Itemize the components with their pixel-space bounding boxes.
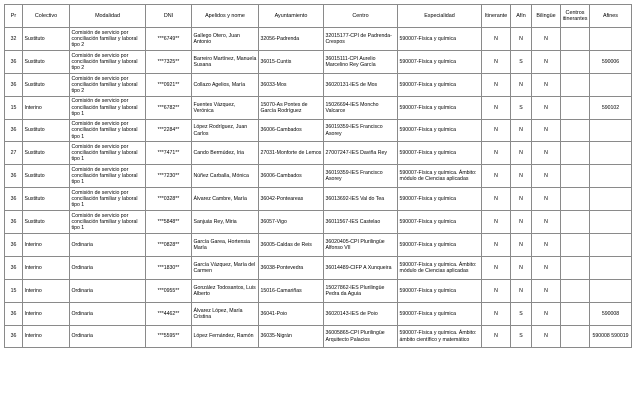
- table-row: [5, 50, 632, 73]
- cell-dni: ***6782**: [146, 96, 192, 119]
- cell-centros-itinerantes: [561, 279, 590, 302]
- cell-nombre: García Vázquez, María del Carmen: [192, 256, 259, 279]
- cell-nombre: Collazo Agelios, María: [192, 73, 259, 96]
- cell-afines: [590, 73, 632, 96]
- cell-afin: S: [511, 325, 532, 348]
- cell-afines: [590, 119, 632, 142]
- cell-dni: ***7325**: [146, 50, 192, 73]
- cell-itinerante: N: [482, 50, 511, 73]
- cell-bilingue: N: [532, 119, 561, 142]
- cell-nombre: Gallego Otero, Juan Antonio: [192, 28, 259, 51]
- cell-ayuntamiento: 36042-Ponteareas: [259, 188, 324, 211]
- cell-dni: ***6749**: [146, 28, 192, 51]
- header-afin: Afín: [511, 5, 532, 28]
- cell-especialidad: 590007-Física y química. Ámbito: módulo de Ciencias aplicadas: [398, 165, 482, 188]
- cell-itinerante: N: [482, 302, 511, 325]
- cell-modalidad: Ordinaria: [70, 302, 146, 325]
- cell-afines: [590, 279, 632, 302]
- cell-dni: ***4462**: [146, 302, 192, 325]
- cell-afines: [590, 165, 632, 188]
- cell-itinerante: N: [482, 256, 511, 279]
- cell-centro: 36019359-IES Francisco Asorey: [324, 119, 398, 142]
- header-pr: Pr: [5, 5, 23, 28]
- cell-centro: 36014489-CIFP A Xunqueira: [324, 256, 398, 279]
- cell-centro: 27007247-IES Daviña Rey: [324, 142, 398, 165]
- table-row: [5, 119, 632, 142]
- cell-colectivo: Interino: [23, 96, 70, 119]
- cell-dni: ***0828**: [146, 234, 192, 257]
- cell-modalidad: Ordinaria: [70, 234, 146, 257]
- cell-pr: 15: [5, 96, 23, 119]
- cell-bilingue: N: [532, 279, 561, 302]
- cell-afines: [590, 188, 632, 211]
- cell-bilingue: N: [532, 234, 561, 257]
- cell-colectivo: Sustituto: [23, 28, 70, 51]
- table-row: [5, 28, 632, 51]
- cell-dni: ***5595**: [146, 325, 192, 348]
- cell-especialidad: 590007-Física y química: [398, 302, 482, 325]
- cell-ayuntamiento: 36006-Cambados: [259, 165, 324, 188]
- cell-nombre: Álvarez López, María Cristina: [192, 302, 259, 325]
- table-header-row: [5, 5, 632, 28]
- cell-dni: ***2284**: [146, 119, 192, 142]
- header-ayuntamiento: Ayuntamiento: [259, 5, 324, 28]
- cell-afin: N: [511, 119, 532, 142]
- cell-pr: 27: [5, 142, 23, 165]
- cell-afines: 590008: [590, 302, 632, 325]
- cell-colectivo: Sustituto: [23, 50, 70, 73]
- cell-centro: 15026694-IES Moncho Valcarce: [324, 96, 398, 119]
- table-row: [5, 96, 632, 119]
- header-especialidad: Especialidad: [398, 5, 482, 28]
- header-nombre: Apelidos y nome: [192, 5, 259, 28]
- cell-ayuntamiento: 36015-Cuntis: [259, 50, 324, 73]
- table-row: [5, 234, 632, 257]
- cell-bilingue: N: [532, 165, 561, 188]
- cell-ayuntamiento: 32056-Padrenda: [259, 28, 324, 51]
- assignments-table: [4, 4, 632, 348]
- cell-bilingue: N: [532, 325, 561, 348]
- cell-pr: 36: [5, 188, 23, 211]
- cell-itinerante: N: [482, 73, 511, 96]
- cell-afin: N: [511, 279, 532, 302]
- cell-especialidad: 590007-Física y química: [398, 119, 482, 142]
- cell-ayuntamiento: 27031-Monforte de Lemos: [259, 142, 324, 165]
- cell-nombre: Cando Bermúdez, Iria: [192, 142, 259, 165]
- cell-itinerante: N: [482, 234, 511, 257]
- cell-especialidad: 590007-Física y química: [398, 96, 482, 119]
- cell-colectivo: Sustituto: [23, 119, 70, 142]
- cell-nombre: Fuentes Vázquez, Verónica: [192, 96, 259, 119]
- cell-afin: N: [511, 28, 532, 51]
- cell-nombre: Barreiro Martínez, Manuela Susana: [192, 50, 259, 73]
- cell-itinerante: N: [482, 211, 511, 234]
- cell-centros-itinerantes: [561, 165, 590, 188]
- cell-pr: 36: [5, 119, 23, 142]
- cell-pr: 36: [5, 234, 23, 257]
- cell-afin: N: [511, 165, 532, 188]
- cell-afines: 590006: [590, 50, 632, 73]
- cell-afines: 590008 590019: [590, 325, 632, 348]
- document-page: [4, 4, 629, 408]
- cell-afin: N: [511, 234, 532, 257]
- cell-pr: 15: [5, 279, 23, 302]
- cell-pr: 32: [5, 28, 23, 51]
- cell-colectivo: Interino: [23, 256, 70, 279]
- cell-ayuntamiento: 36035-Nigrán: [259, 325, 324, 348]
- cell-centros-itinerantes: [561, 73, 590, 96]
- cell-colectivo: Sustituto: [23, 165, 70, 188]
- table-row: [5, 211, 632, 234]
- cell-afin: S: [511, 96, 532, 119]
- header-colectivo: Colectivo: [23, 5, 70, 28]
- cell-colectivo: Interino: [23, 234, 70, 257]
- cell-itinerante: N: [482, 165, 511, 188]
- cell-nombre: Sanjuás Rey, Miria: [192, 211, 259, 234]
- cell-especialidad: 590007-Física y química: [398, 211, 482, 234]
- cell-centro: 15027862-IES Plurilingüe Pedra da Aguia: [324, 279, 398, 302]
- cell-bilingue: N: [532, 96, 561, 119]
- cell-dni: ***5848**: [146, 211, 192, 234]
- cell-modalidad: Comisión de servicio por conciliación familiar y laboral tipo 1: [70, 211, 146, 234]
- cell-ayuntamiento: 36041-Poio: [259, 302, 324, 325]
- cell-bilingue: N: [532, 188, 561, 211]
- cell-bilingue: N: [532, 211, 561, 234]
- cell-centros-itinerantes: [561, 119, 590, 142]
- cell-pr: 36: [5, 325, 23, 348]
- cell-bilingue: N: [532, 50, 561, 73]
- cell-modalidad: Comisión de servicio por conciliación familiar y laboral tipo 1: [70, 188, 146, 211]
- cell-ayuntamiento: 36038-Pontevedra: [259, 256, 324, 279]
- cell-ayuntamiento: 36057-Vigo: [259, 211, 324, 234]
- cell-afines: [590, 234, 632, 257]
- header-modalidad: Modalidad: [70, 5, 146, 28]
- cell-ayuntamiento: 36005-Caldas de Reis: [259, 234, 324, 257]
- cell-pr: 36: [5, 73, 23, 96]
- cell-modalidad: Comisión de servicio por conciliación familiar y laboral tipo 2: [70, 50, 146, 73]
- cell-bilingue: N: [532, 302, 561, 325]
- cell-bilingue: N: [532, 73, 561, 96]
- cell-centro: 36020131-IES de Mos: [324, 73, 398, 96]
- cell-ayuntamiento: 15016-Camariñas: [259, 279, 324, 302]
- cell-especialidad: 590007-Física y química: [398, 50, 482, 73]
- cell-bilingue: N: [532, 256, 561, 279]
- cell-nombre: García Garea, Hortensia María: [192, 234, 259, 257]
- cell-pr: 36: [5, 256, 23, 279]
- cell-centro: 36019359-IES Francisco Asorey: [324, 165, 398, 188]
- table-body: [5, 28, 632, 348]
- cell-itinerante: N: [482, 325, 511, 348]
- table-row: [5, 279, 632, 302]
- cell-modalidad: Comisión de servicio por conciliación familiar y laboral tipo 1: [70, 165, 146, 188]
- cell-dni: ***0921**: [146, 73, 192, 96]
- cell-centro: 36011567-IES Castelao: [324, 211, 398, 234]
- cell-ayuntamiento: 36033-Mos: [259, 73, 324, 96]
- cell-colectivo: Interino: [23, 325, 70, 348]
- cell-afin: N: [511, 211, 532, 234]
- header-dni: DNI: [146, 5, 192, 28]
- cell-centros-itinerantes: [561, 96, 590, 119]
- table-row: [5, 188, 632, 211]
- cell-afines: [590, 211, 632, 234]
- cell-nombre: González Todosantos, Luis Alberto: [192, 279, 259, 302]
- cell-centros-itinerantes: [561, 234, 590, 257]
- header-itinerante: Itinerante: [482, 5, 511, 28]
- cell-centros-itinerantes: [561, 256, 590, 279]
- cell-pr: 36: [5, 50, 23, 73]
- cell-modalidad: Ordinaria: [70, 256, 146, 279]
- cell-afin: N: [511, 142, 532, 165]
- cell-afin: N: [511, 188, 532, 211]
- cell-colectivo: Sustituto: [23, 73, 70, 96]
- cell-itinerante: N: [482, 119, 511, 142]
- cell-especialidad: 590007-Física y química. Ámbito: módulo de Ciencias aplicadas: [398, 256, 482, 279]
- table-row: [5, 256, 632, 279]
- cell-modalidad: Comisión de servicio por conciliación familiar y laboral tipo 1: [70, 119, 146, 142]
- cell-pr: 36: [5, 211, 23, 234]
- cell-dni: ***7471**: [146, 142, 192, 165]
- cell-centros-itinerantes: [561, 302, 590, 325]
- cell-centros-itinerantes: [561, 325, 590, 348]
- cell-centro: 36005865-CPI Plurilingüe Arquitecto Palacios: [324, 325, 398, 348]
- cell-bilingue: N: [532, 142, 561, 165]
- cell-itinerante: N: [482, 188, 511, 211]
- cell-modalidad: Ordinaria: [70, 279, 146, 302]
- cell-centros-itinerantes: [561, 50, 590, 73]
- cell-afines: [590, 28, 632, 51]
- cell-afines: 590102: [590, 96, 632, 119]
- cell-modalidad: Comisión de servicio por conciliación familiar y laboral tipo 1: [70, 142, 146, 165]
- cell-itinerante: N: [482, 28, 511, 51]
- cell-centro: 36020405-CPI Plurilingüe Alfonso VII: [324, 234, 398, 257]
- cell-especialidad: 590007-Física y química: [398, 234, 482, 257]
- cell-centros-itinerantes: [561, 28, 590, 51]
- cell-especialidad: 590007-Física y química: [398, 28, 482, 51]
- cell-especialidad: 590007-Física y química. Ámbito: ámbito científico y matemático: [398, 325, 482, 348]
- table-row: [5, 302, 632, 325]
- cell-modalidad: Comisión de servicio por conciliación familiar y laboral tipo 2: [70, 28, 146, 51]
- header-centro: Centro: [324, 5, 398, 28]
- cell-especialidad: 590007-Física y química: [398, 279, 482, 302]
- cell-nombre: López Fernández, Ramón: [192, 325, 259, 348]
- header-afines: Afines: [590, 5, 632, 28]
- cell-afines: [590, 142, 632, 165]
- cell-dni: ***0955**: [146, 279, 192, 302]
- cell-colectivo: Sustituto: [23, 188, 70, 211]
- table-row: [5, 325, 632, 348]
- cell-centro: 36013692-IES Val do Tea: [324, 188, 398, 211]
- cell-colectivo: Interino: [23, 302, 70, 325]
- cell-pr: 36: [5, 302, 23, 325]
- cell-itinerante: N: [482, 142, 511, 165]
- cell-modalidad: Comisión de servicio por conciliación familiar y laboral tipo 2: [70, 73, 146, 96]
- header-bilingue: Bilingüe: [532, 5, 561, 28]
- cell-centro: 32015177-CPI de Padrenda-Crespos: [324, 28, 398, 51]
- cell-dni: ***1830**: [146, 256, 192, 279]
- cell-especialidad: 590007-Física y química: [398, 142, 482, 165]
- cell-pr: 36: [5, 165, 23, 188]
- cell-dni: ***7230**: [146, 165, 192, 188]
- cell-nombre: Núñez Carballa, Mónica: [192, 165, 259, 188]
- cell-dni: ***0328**: [146, 188, 192, 211]
- table-row: [5, 73, 632, 96]
- cell-colectivo: Interino: [23, 279, 70, 302]
- cell-itinerante: N: [482, 96, 511, 119]
- cell-especialidad: 590007-Física y química: [398, 73, 482, 96]
- cell-colectivo: Sustituto: [23, 142, 70, 165]
- cell-afin: N: [511, 256, 532, 279]
- cell-afines: [590, 256, 632, 279]
- cell-especialidad: 590007-Física y química: [398, 188, 482, 211]
- cell-nombre: López Rodríguez, Juan Carlos: [192, 119, 259, 142]
- cell-centro: 36015111-CPI Aurelio Marcelino Rey García: [324, 50, 398, 73]
- cell-afin: N: [511, 73, 532, 96]
- cell-modalidad: Comisión de servicio por conciliación familiar y laboral tipo 1: [70, 96, 146, 119]
- cell-modalidad: Ordinaria: [70, 325, 146, 348]
- cell-centros-itinerantes: [561, 211, 590, 234]
- cell-centro: 36020143-IES de Poio: [324, 302, 398, 325]
- cell-centros-itinerantes: [561, 188, 590, 211]
- cell-nombre: Álvarez Cambre, María: [192, 188, 259, 211]
- cell-ayuntamiento: 15070-As Pontes de García Rodríguez: [259, 96, 324, 119]
- header-centros-itinerantes: Centros itinerantes: [561, 5, 590, 28]
- cell-afin: S: [511, 50, 532, 73]
- cell-centros-itinerantes: [561, 142, 590, 165]
- cell-colectivo: Sustituto: [23, 211, 70, 234]
- table-row: [5, 165, 632, 188]
- cell-afin: S: [511, 302, 532, 325]
- table-row: [5, 142, 632, 165]
- cell-bilingue: N: [532, 28, 561, 51]
- cell-itinerante: N: [482, 279, 511, 302]
- cell-ayuntamiento: 36006-Cambados: [259, 119, 324, 142]
